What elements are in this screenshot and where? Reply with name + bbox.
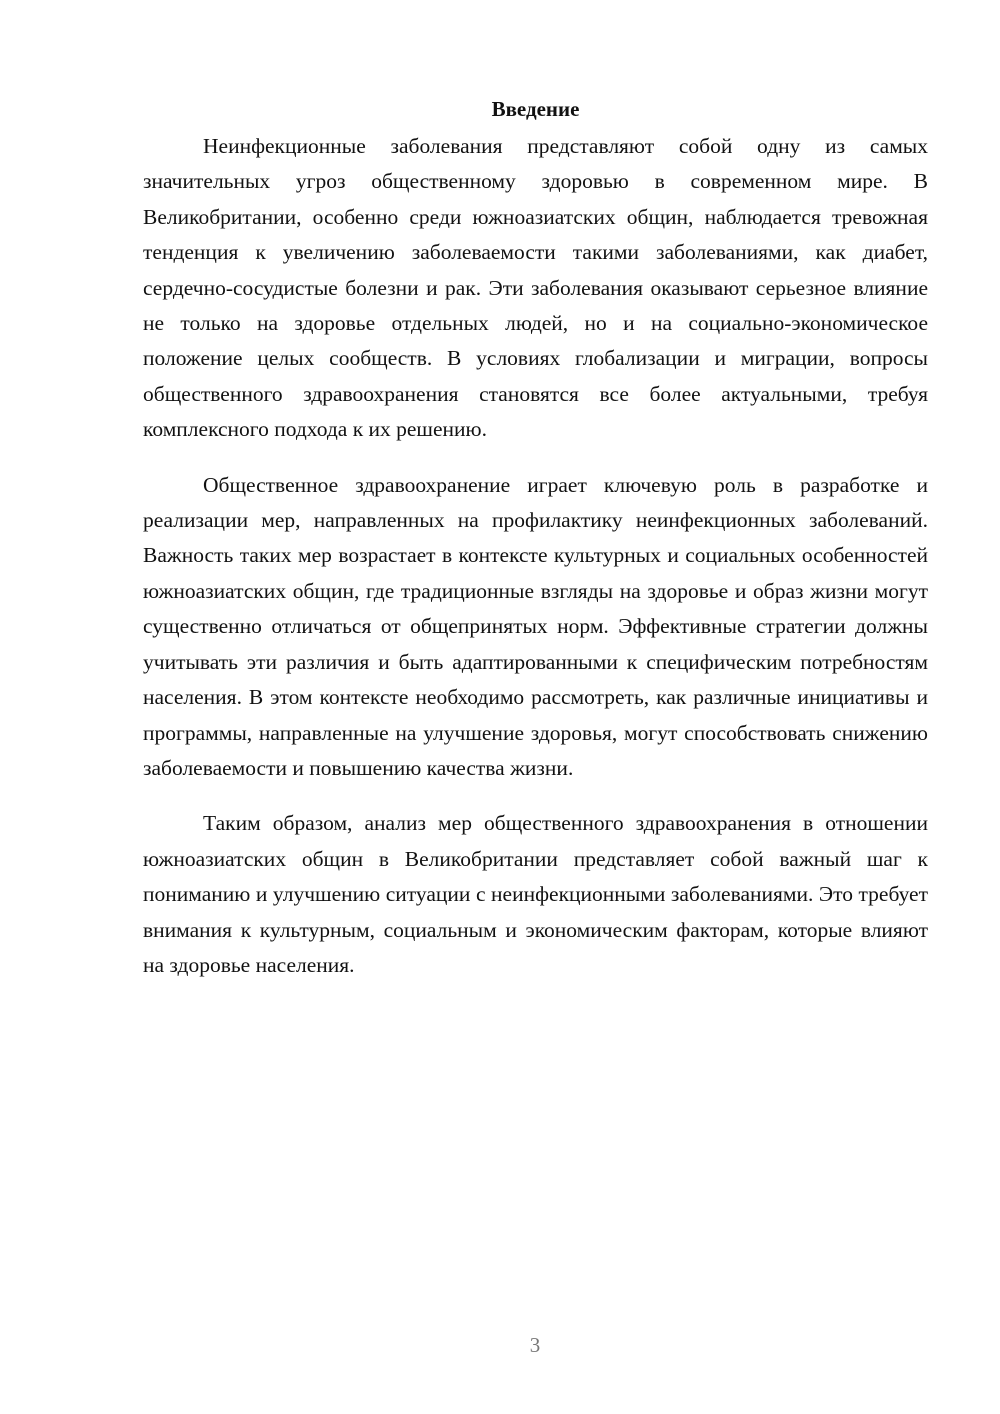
paragraph-2: Общественное здравоохранение играет ключевую роль в разработке и реализации мер, направленных на профилактику неинфекционных заболеваний. Важность таких мер возрастает в контексте культурных и социальных особенностей южноазиатских общин, где традиционные взгляды на здоровье и образ жизни могут существенно отличаться от общепринятых норм. Эффективные стратегии должны учитывать эти различия и быть адаптированными к специфическим потребностям населения. В этом контексте необходимо рассмотреть, как различные инициативы и программы, направленные на улучшение здоровья, могут способствовать снижению заболеваемости и повышению качества жизни. — [143, 472, 928, 780]
document-page — [143, 92, 928, 983]
paragraph-3: Таким образом, анализ мер общественного здравоохранения в отношении южноазиатских общин в Великобритании представляет собой важный шаг к пониманию и улучшению ситуации с неинфекционными заболеваниями. Это требует внимания к культурным, социальным и экономическим факторам, которые влияют на здоровье населения. — [143, 811, 928, 977]
paragraph-1: Неинфекционные заболевания представляют собой одну из самых значительных угроз общественному здоровью в современном мире. В Великобритании, особенно среди южноазиатских общин, наблюдается тревожная тенденция к увеличению заболеваемости такими заболеваниями, как диабет, сердечно-сосудистые болезни и рак. Эти заболевания оказывают серьезное влияние не только на здоровье отдельных людей, но и на социально-экономическое положение целых сообществ. В условиях глобализации и миграции, вопросы общественного здравоохранения становятся все более актуальными, требуя комплексного подхода к их решению. — [143, 134, 928, 442]
page-number: 3 — [529, 1333, 541, 1357]
section-heading: Введение — [491, 97, 580, 121]
